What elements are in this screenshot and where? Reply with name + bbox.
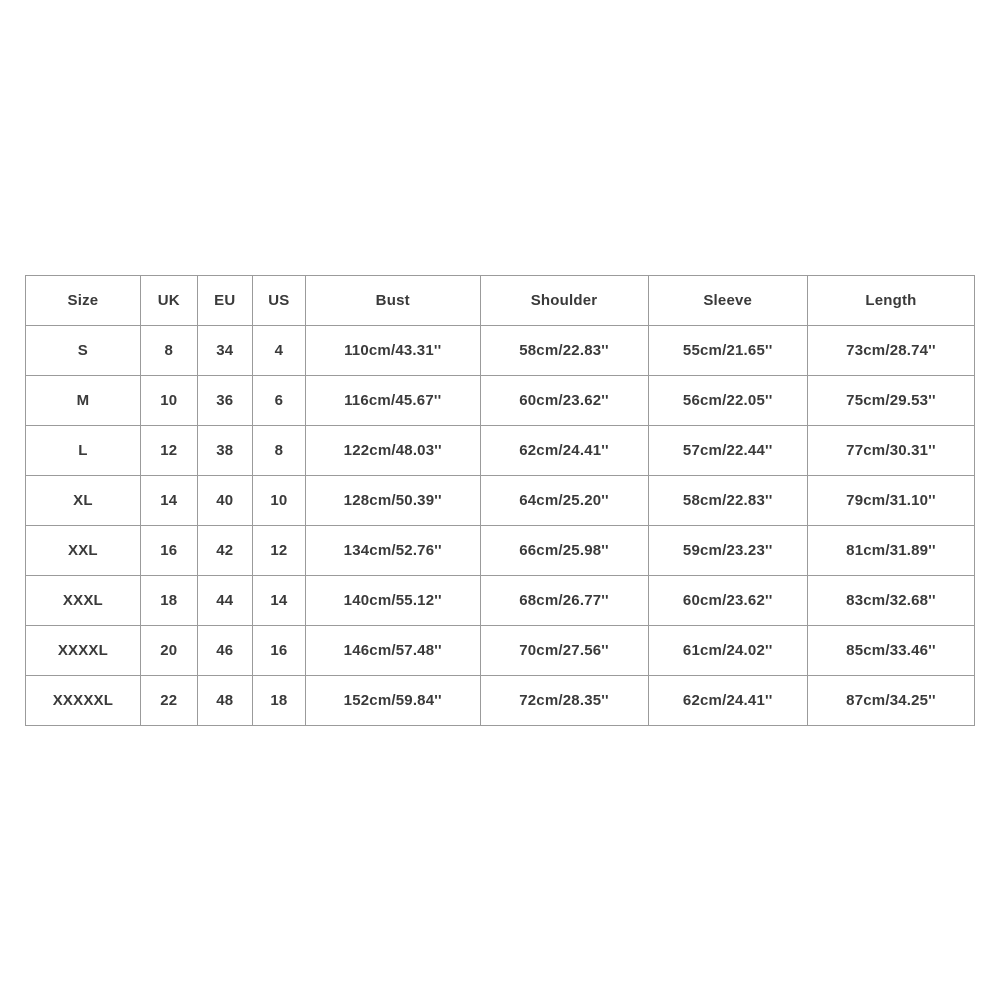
size-chart-table (25, 275, 975, 726)
size-table-header-row (26, 276, 975, 326)
table-row (26, 326, 975, 376)
table-row (26, 676, 975, 726)
cell-sleeve: 61cm/24.02'' (648, 626, 807, 676)
cell-bust: 134cm/52.76'' (305, 526, 480, 576)
cell-uk: 20 (140, 626, 197, 676)
table-row (26, 376, 975, 426)
cell-uk: 16 (140, 526, 197, 576)
cell-shoulder: 68cm/26.77'' (480, 576, 648, 626)
cell-sleeve: 55cm/21.65'' (648, 326, 807, 376)
cell-sleeve: 60cm/23.62'' (648, 576, 807, 626)
cell-size: XL (26, 476, 141, 526)
cell-size: M (26, 376, 141, 426)
column-header-shoulder: Shoulder (480, 276, 648, 326)
cell-shoulder: 58cm/22.83'' (480, 326, 648, 376)
cell-sleeve: 58cm/22.83'' (648, 476, 807, 526)
cell-us: 6 (252, 376, 305, 426)
cell-us: 14 (252, 576, 305, 626)
cell-length: 75cm/29.53'' (807, 376, 974, 426)
cell-uk: 14 (140, 476, 197, 526)
cell-size: XXXXL (26, 626, 141, 676)
cell-sleeve: 59cm/23.23'' (648, 526, 807, 576)
cell-sleeve: 57cm/22.44'' (648, 426, 807, 476)
cell-us: 18 (252, 676, 305, 726)
cell-bust: 152cm/59.84'' (305, 676, 480, 726)
cell-us: 4 (252, 326, 305, 376)
cell-sleeve: 56cm/22.05'' (648, 376, 807, 426)
cell-us: 8 (252, 426, 305, 476)
table-row (26, 476, 975, 526)
column-header-length: Length (807, 276, 974, 326)
size-table-body (26, 326, 975, 726)
cell-length: 83cm/32.68'' (807, 576, 974, 626)
cell-eu: 34 (197, 326, 252, 376)
cell-eu: 40 (197, 476, 252, 526)
cell-size: XXXXXL (26, 676, 141, 726)
size-table-head (26, 276, 975, 326)
cell-eu: 38 (197, 426, 252, 476)
cell-shoulder: 64cm/25.20'' (480, 476, 648, 526)
cell-uk: 10 (140, 376, 197, 426)
column-header-us: US (252, 276, 305, 326)
cell-bust: 146cm/57.48'' (305, 626, 480, 676)
table-row (26, 626, 975, 676)
cell-us: 16 (252, 626, 305, 676)
cell-uk: 22 (140, 676, 197, 726)
table-row (26, 526, 975, 576)
cell-length: 79cm/31.10'' (807, 476, 974, 526)
cell-length: 73cm/28.74'' (807, 326, 974, 376)
cell-size: L (26, 426, 141, 476)
cell-length: 87cm/34.25'' (807, 676, 974, 726)
cell-uk: 18 (140, 576, 197, 626)
cell-uk: 8 (140, 326, 197, 376)
column-header-sleeve: Sleeve (648, 276, 807, 326)
cell-eu: 48 (197, 676, 252, 726)
cell-shoulder: 72cm/28.35'' (480, 676, 648, 726)
cell-bust: 128cm/50.39'' (305, 476, 480, 526)
cell-us: 12 (252, 526, 305, 576)
cell-length: 85cm/33.46'' (807, 626, 974, 676)
column-header-size: Size (26, 276, 141, 326)
cell-eu: 36 (197, 376, 252, 426)
cell-length: 81cm/31.89'' (807, 526, 974, 576)
table-row (26, 426, 975, 476)
cell-size: XXXL (26, 576, 141, 626)
cell-size: XXL (26, 526, 141, 576)
cell-size: S (26, 326, 141, 376)
column-header-eu: EU (197, 276, 252, 326)
cell-shoulder: 60cm/23.62'' (480, 376, 648, 426)
cell-shoulder: 62cm/24.41'' (480, 426, 648, 476)
column-header-bust: Bust (305, 276, 480, 326)
column-header-uk: UK (140, 276, 197, 326)
cell-us: 10 (252, 476, 305, 526)
cell-bust: 116cm/45.67'' (305, 376, 480, 426)
cell-eu: 44 (197, 576, 252, 626)
cell-shoulder: 70cm/27.56'' (480, 626, 648, 676)
cell-bust: 140cm/55.12'' (305, 576, 480, 626)
cell-shoulder: 66cm/25.98'' (480, 526, 648, 576)
cell-bust: 110cm/43.31'' (305, 326, 480, 376)
cell-eu: 42 (197, 526, 252, 576)
cell-eu: 46 (197, 626, 252, 676)
table-row (26, 576, 975, 626)
cell-bust: 122cm/48.03'' (305, 426, 480, 476)
cell-uk: 12 (140, 426, 197, 476)
cell-length: 77cm/30.31'' (807, 426, 974, 476)
cell-sleeve: 62cm/24.41'' (648, 676, 807, 726)
